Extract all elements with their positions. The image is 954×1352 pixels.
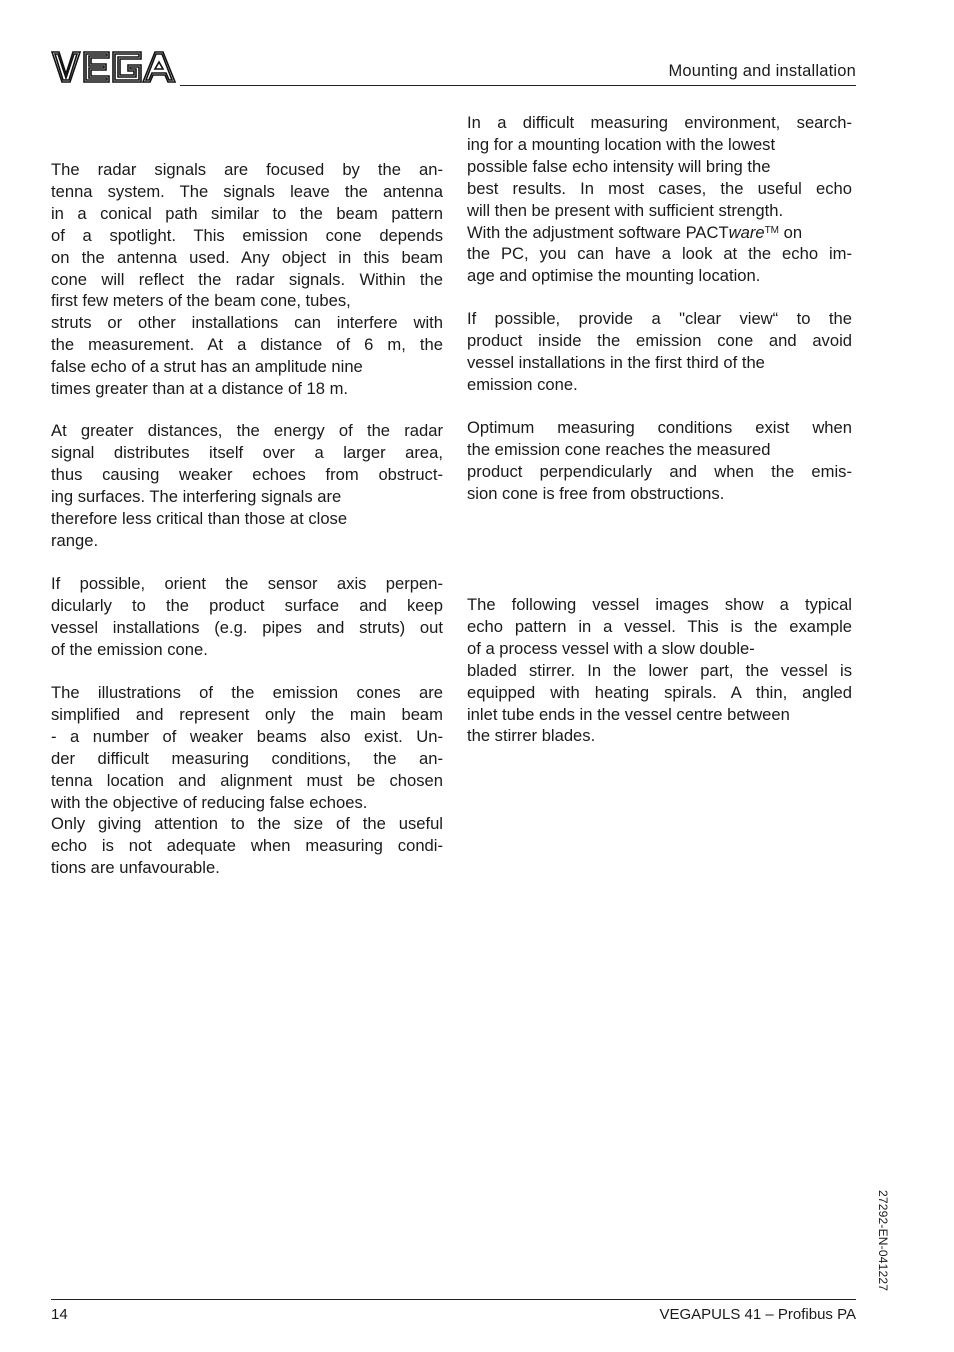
text-line: the measurement. At a distance of 6 m, the <box>51 335 443 355</box>
section-title: Mounting and installation <box>668 62 856 80</box>
text-line: der difficult measuring conditions, the an- <box>51 748 443 768</box>
text-line: of a process vessel with a slow double- <box>467 638 755 658</box>
text-line: of a spotlight. This emission cone depends <box>51 225 443 245</box>
paragraph-optimum-conditions <box>467 417 852 505</box>
text-line: tenna location and alignment must be chosen <box>51 770 443 790</box>
paragraph-vessel-images <box>467 594 852 747</box>
paragraph-emission-cones <box>51 682 443 879</box>
text-line: The following vessel images show a typical <box>467 595 852 614</box>
text-line: The radar signals are focused by the an- <box>51 160 443 179</box>
trademark-sup: TM <box>764 224 780 236</box>
text-line: therefore less critical than those at close <box>51 508 348 528</box>
software-name-italic: ware <box>728 222 765 242</box>
text-line: simplified and represent only the main beam <box>51 704 443 724</box>
text-line: tenna system. The signals leave the antenna <box>51 181 443 201</box>
document-code: 27292-EN-041227 <box>876 1190 890 1292</box>
text-line: age and optimise the mounting location. <box>467 266 761 286</box>
text-line: The illustrations of the emission cones are <box>51 683 443 702</box>
text-line: - a number of weaker beams also exist. Un- <box>51 726 443 746</box>
footer-rule <box>51 1299 856 1300</box>
text-line: of the emission cone. <box>51 639 208 659</box>
text-line: in a conical path similar to the beam pattern <box>51 203 443 223</box>
text-line: At greater distances, the energy of the radar <box>51 421 443 440</box>
paragraph-difficult-environment <box>467 112 852 287</box>
text-line: possible false echo intensity will bring the <box>467 156 771 176</box>
vega-logo <box>51 50 177 84</box>
text-line: tions are unfavourable. <box>51 858 220 878</box>
footer-document-title: VEGAPULS 41 – Profibus PA <box>659 1306 856 1323</box>
text-line: best results. In most cases, the useful echo <box>467 178 852 198</box>
text-line: first few meters of the beam cone, tubes, <box>51 291 351 311</box>
text-line: struts or other installations can interfere with <box>51 313 443 333</box>
software-prefix: With the adjustment software PACT <box>467 222 729 242</box>
header-rule <box>180 85 856 86</box>
text-line: the PC, you can have a look at the echo im- <box>467 244 852 264</box>
text-line: range. <box>51 530 99 550</box>
text-line: If possible, orient the sensor axis perpen- <box>51 574 443 593</box>
text-line: echo is not adequate when measuring condi- <box>51 836 443 856</box>
text-line: the stirrer blades. <box>467 726 596 746</box>
text-line: echo pattern in a vessel. This is the example <box>467 616 852 636</box>
text-line: product inside the emission cone and avoid <box>467 330 852 350</box>
text-line: vessel installations (e.g. pipes and struts) out <box>51 617 443 637</box>
text-line: on the antenna used. Any object in this beam <box>51 247 443 267</box>
text-line: false echo of a strut has an amplitude nine <box>51 357 363 377</box>
text-line: In a difficult measuring environment, search- <box>467 113 852 132</box>
page-number: 14 <box>51 1306 68 1323</box>
text-line-software <box>467 222 852 244</box>
text-line: emission cone. <box>467 374 578 394</box>
paragraph-sensor-axis <box>51 573 443 661</box>
text-line: Only giving attention to the size of the useful <box>51 814 443 834</box>
text-line: vessel installations in the first third of the <box>467 352 765 372</box>
text-line: dicularly to the product surface and keep <box>51 595 443 615</box>
text-line: the emission cone reaches the measured <box>467 439 771 459</box>
text-line: bladed stirrer. In the lower part, the vessel is <box>467 660 852 680</box>
text-line: If possible, provide a "clear view“ to the <box>467 309 852 328</box>
text-line: ing surfaces. The interfering signals are <box>51 486 342 506</box>
text-line: ing for a mounting location with the lowest <box>467 134 776 154</box>
text-line: signal distributes itself over a larger area, <box>51 442 443 462</box>
paragraph-radar-focus <box>51 159 443 400</box>
text-line: sion cone is free from obstructions. <box>467 483 725 503</box>
text-line: cone will reflect the radar signals. Within the <box>51 269 443 289</box>
software-suffix: on <box>779 222 803 242</box>
text-line: Optimum measuring conditions exist when <box>467 418 852 437</box>
text-line: thus causing weaker echoes from obstruct- <box>51 464 443 484</box>
text-line: with the objective of reducing false echoes. <box>51 792 368 812</box>
text-line: will then be present with sufficient strength. <box>467 200 784 220</box>
text-line: product perpendicularly and when the emis- <box>467 461 852 481</box>
text-line: times greater than at a distance of 18 m. <box>51 379 349 399</box>
text-line: equipped with heating spirals. A thin, angled <box>467 682 852 702</box>
text-line: inlet tube ends in the vessel centre between <box>467 704 790 724</box>
paragraph-clear-view <box>467 308 852 396</box>
paragraph-greater-distances <box>51 420 443 551</box>
